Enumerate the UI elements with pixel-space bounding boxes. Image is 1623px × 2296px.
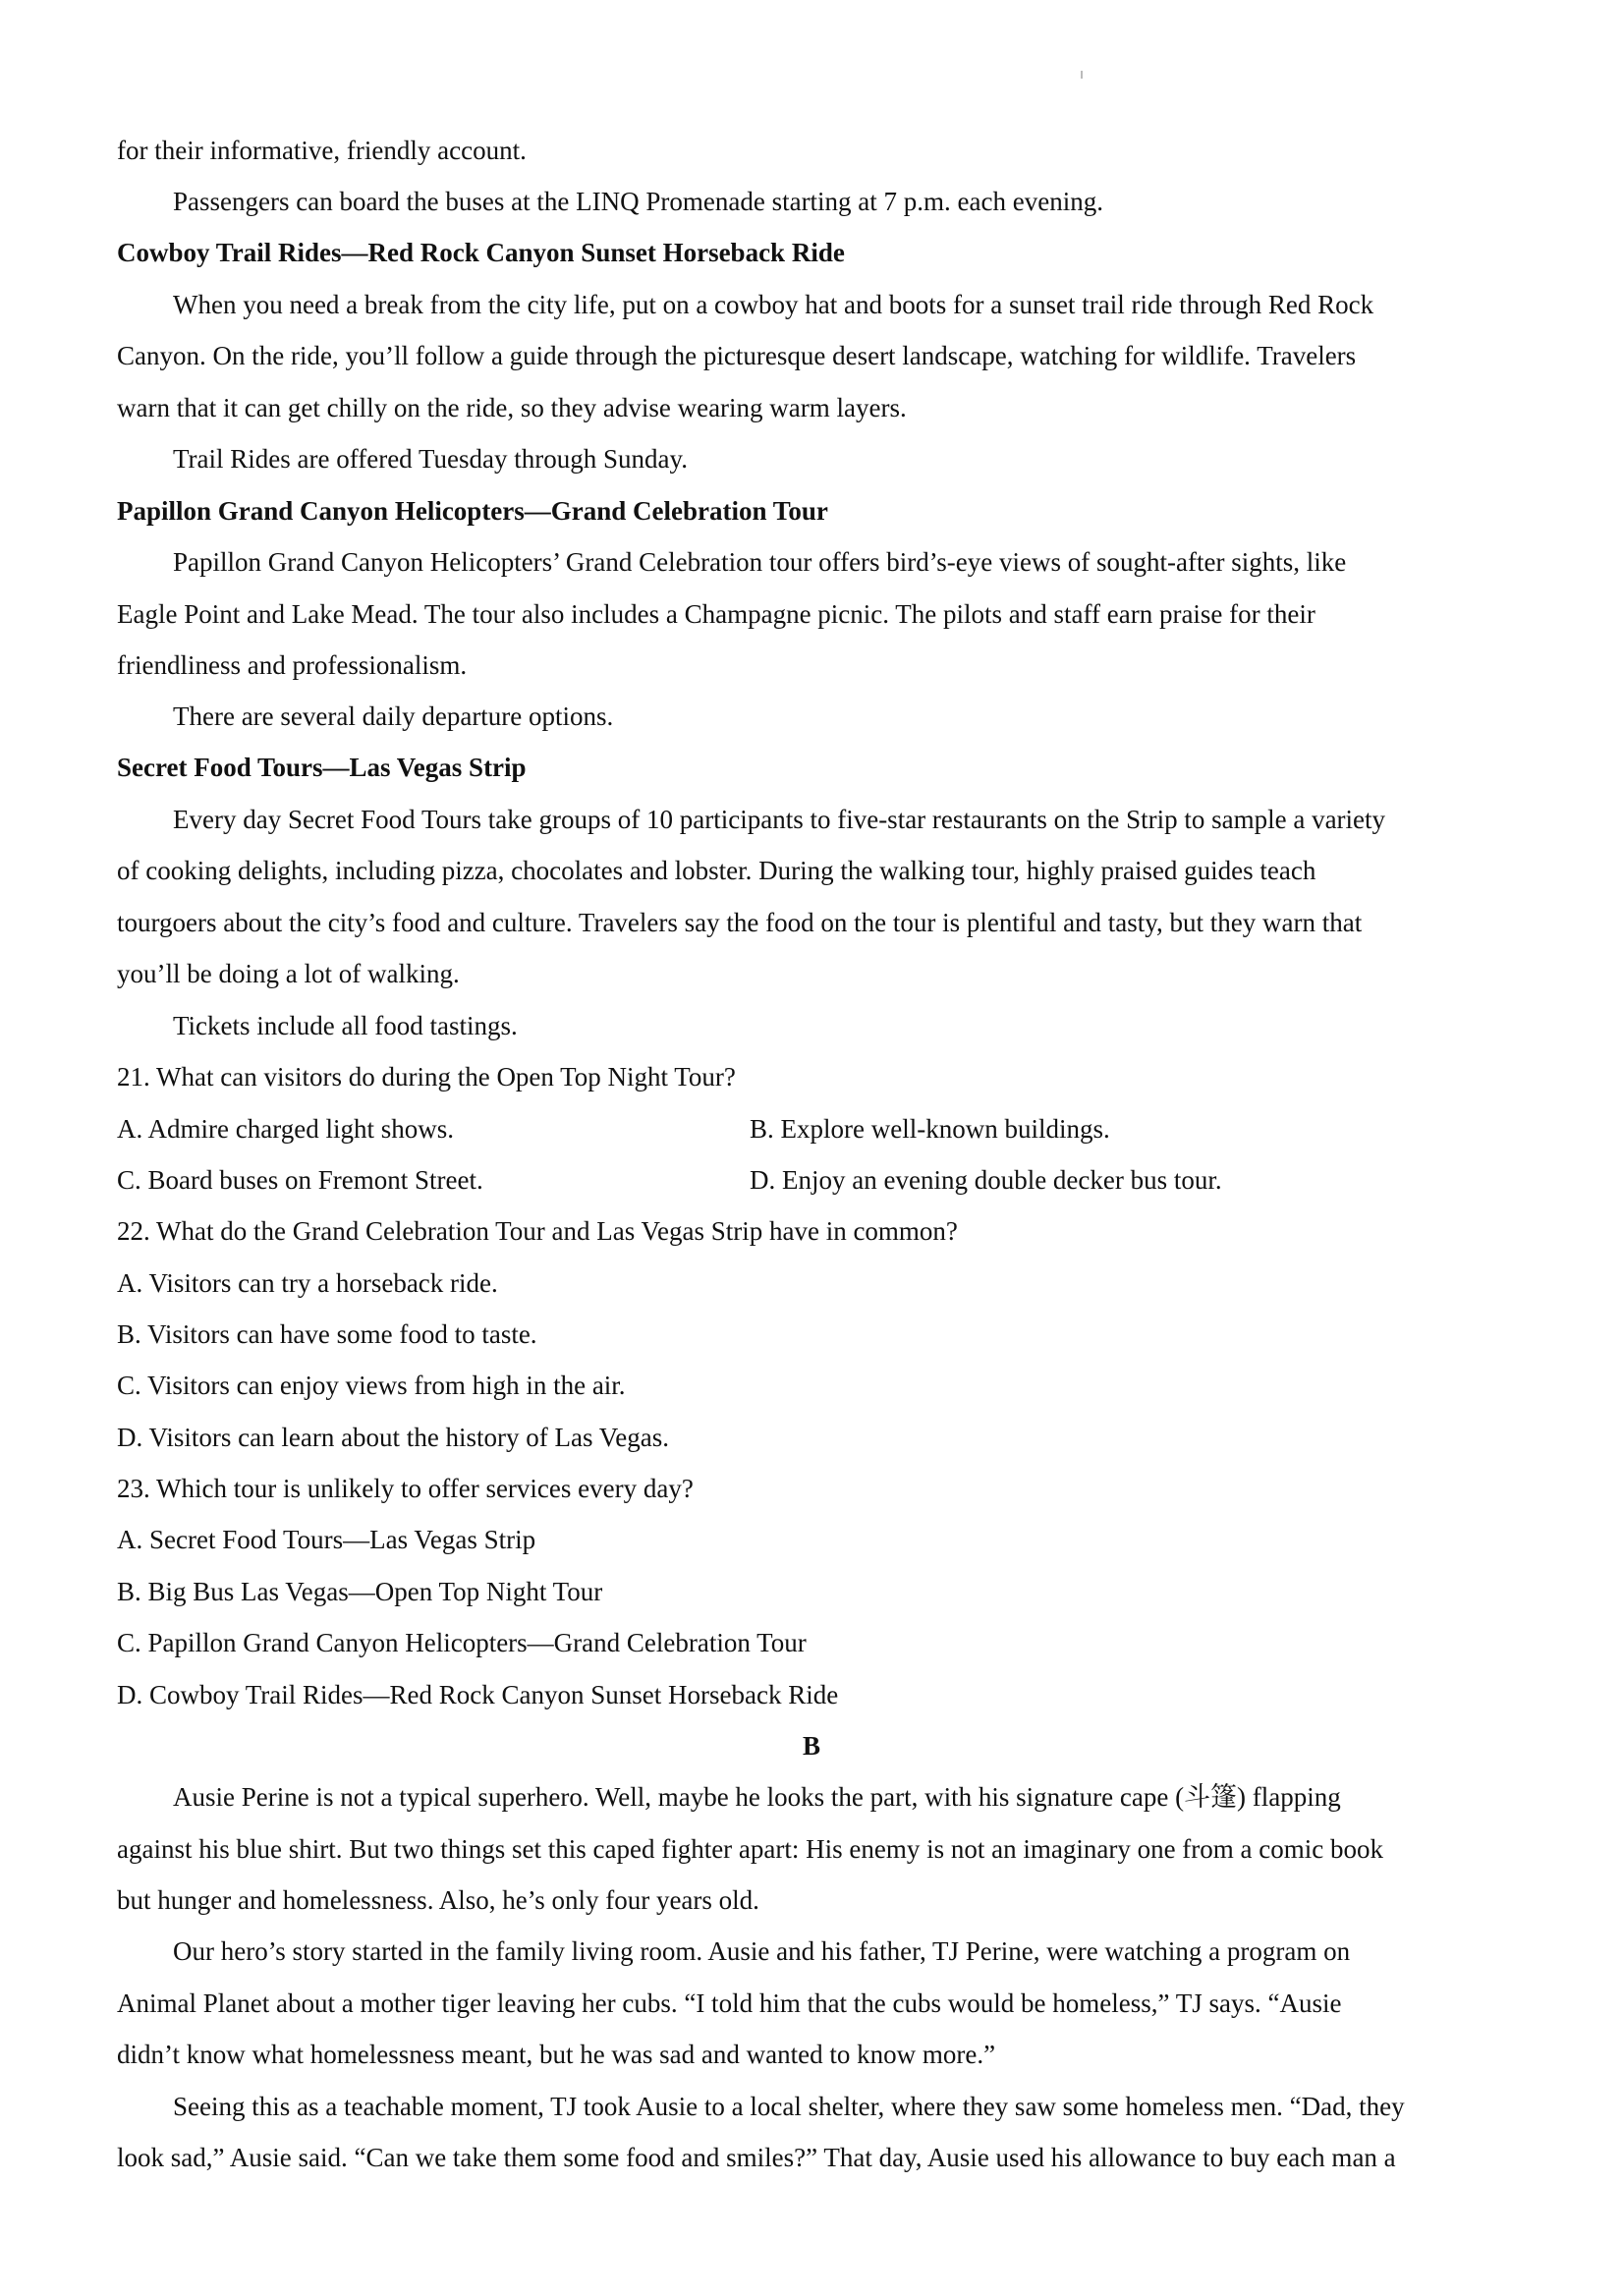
section-heading-papillon: Papillon Grand Canyon Helicopters—Grand Celebration Tour xyxy=(117,496,828,526)
paragraph-line: Eagle Point and Lake Mead. The tour also includes a Champagne picnic. The pilots and staff earn praise for their xyxy=(117,599,1315,629)
paragraph-line: Trail Rides are offered Tuesday through Sunday. xyxy=(173,444,688,474)
paragraph-line: Our hero’s story started in the family living room. Ausie and his father, TJ Perine, were watching a program on xyxy=(173,1936,1351,1966)
section-heading-cowboy-trail: Cowboy Trail Rides—Red Rock Canyon Sunset Horseback Ride xyxy=(117,238,845,267)
paragraph-line: look sad,” Ausie said. “Can we take them some food and smiles?” That day, Ausie used his allowance to buy each man a xyxy=(117,2143,1396,2172)
question-23-option-a: A. Secret Food Tours—Las Vegas Strip xyxy=(117,1525,536,1554)
paragraph-line: Passengers can board the buses at the LINQ Promenade starting at 7 p.m. each evening. xyxy=(173,187,1103,216)
paragraph-line: There are several daily departure options. xyxy=(173,701,614,731)
question-22-stem: 22. What do the Grand Celebration Tour and Las Vegas Strip have in common? xyxy=(117,1216,958,1246)
question-21-option-a: A. Admire charged light shows. xyxy=(117,1114,454,1144)
paragraph-line: but hunger and homelessness. Also, he’s only four years old. xyxy=(117,1885,759,1915)
question-21-option-b: B. Explore well-known buildings. xyxy=(750,1114,1110,1144)
paragraph-line: warn that it can get chilly on the ride, so they advise wearing warm layers. xyxy=(117,393,907,422)
section-heading-secret-food: Secret Food Tours—Las Vegas Strip xyxy=(117,753,527,782)
question-21-stem: 21. What can visitors do during the Open Top Night Tour? xyxy=(117,1062,736,1092)
scan-mark xyxy=(1081,71,1083,79)
question-22-option-c: C. Visitors can enjoy views from high in the air. xyxy=(117,1371,626,1400)
paragraph-line: Tickets include all food tastings. xyxy=(173,1011,518,1040)
question-21-option-d: D. Enjoy an evening double decker bus tour. xyxy=(750,1165,1222,1195)
paragraph-line: When you need a break from the city life, put on a cowboy hat and boots for a sunset trail ride through Red Rock xyxy=(173,290,1374,319)
question-22-option-a: A. Visitors can try a horseback ride. xyxy=(117,1268,498,1298)
question-23-stem: 23. Which tour is unlikely to offer services every day? xyxy=(117,1474,694,1503)
paragraph-line: Papillon Grand Canyon Helicopters’ Grand Celebration tour offers bird’s-eye views of sought-after sights, like xyxy=(173,547,1347,577)
paragraph-line: against his blue shirt. But two things set this caped fighter apart: His enemy is not an imaginary one from a comic book xyxy=(117,1834,1383,1864)
paragraph-line: Canyon. On the ride, you’ll follow a guide through the picturesque desert landscape, watching for wildlife. Travelers xyxy=(117,341,1357,370)
paragraph-line: you’ll be doing a lot of walking. xyxy=(117,959,460,988)
question-22-option-d: D. Visitors can learn about the history of Las Vegas. xyxy=(117,1423,670,1452)
paragraph-line: Every day Secret Food Tours take groups of 10 participants to five-star restaurants on the Strip to sample a variety xyxy=(173,805,1386,834)
question-23-option-c: C. Papillon Grand Canyon Helicopters—Grand Celebration Tour xyxy=(117,1628,807,1657)
paragraph-line: friendliness and professionalism. xyxy=(117,650,468,680)
question-23-option-b: B. Big Bus Las Vegas—Open Top Night Tour xyxy=(117,1577,603,1606)
question-23-option-d: D. Cowboy Trail Rides—Red Rock Canyon Sunset Horseback Ride xyxy=(117,1680,839,1709)
paragraph-line: Animal Planet about a mother tiger leaving her cubs. “I told him that the cubs would be homeless,” TJ says. “Ausie xyxy=(117,1988,1342,2018)
section-b-heading: B xyxy=(802,1731,820,1761)
paragraph-line: Seeing this as a teachable moment, TJ took Ausie to a local shelter, where they saw some homeless men. “Dad, they xyxy=(173,2092,1405,2121)
question-22-option-b: B. Visitors can have some food to taste. xyxy=(117,1319,537,1349)
paragraph-line: of cooking delights, including pizza, chocolates and lobster. During the walking tour, highly praised guides teach xyxy=(117,856,1316,885)
paragraph-line: Ausie Perine is not a typical superhero. Well, maybe he looks the part, with his signature cape (斗篷) flapping xyxy=(173,1782,1341,1812)
paragraph-line: tourgoers about the city’s food and culture. Travelers say the food on the tour is plentiful and tasty, but they warn that xyxy=(117,908,1363,937)
paragraph-line: for their informative, friendly account. xyxy=(117,136,527,165)
paragraph-line: didn’t know what homelessness meant, but he was sad and wanted to know more.” xyxy=(117,2040,996,2069)
question-21-option-c: C. Board buses on Fremont Street. xyxy=(117,1165,483,1195)
